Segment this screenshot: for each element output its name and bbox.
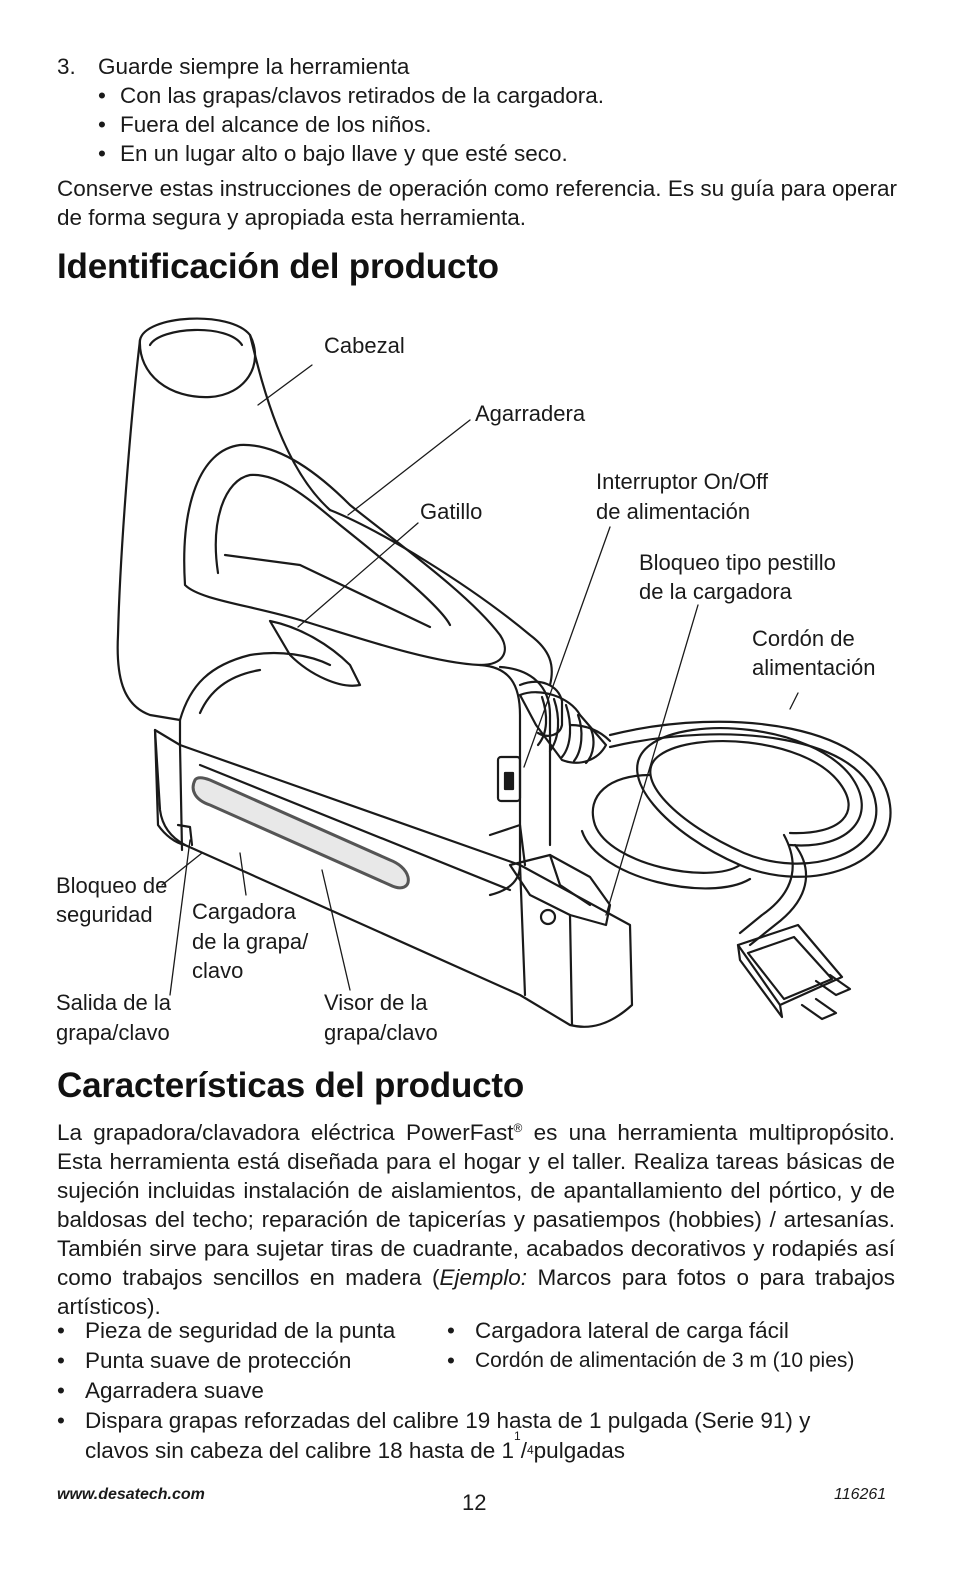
- label-visor-line2: grapa/clavo: [324, 1020, 438, 1045]
- feature-item-end: pulgadas: [533, 1438, 626, 1463]
- storage-item: Con las grapas/clavos retirados de la cargadora.: [120, 83, 605, 108]
- fraction-numerator: 1: [514, 1429, 521, 1443]
- label-visor-line1: Visor de la: [324, 990, 428, 1015]
- label-cargadora-line1: Cargadora: [192, 899, 296, 924]
- label-cargadora-line2: de la grapa/: [192, 929, 309, 954]
- features-heading: Características del producto: [57, 1066, 525, 1105]
- feature-item: Pieza de seguridad de la punta: [85, 1318, 396, 1343]
- storage-list: [57, 52, 897, 168]
- label-interruptor-line2: de alimentación: [596, 499, 751, 524]
- label-interruptor-line1: Interruptor On/Off: [596, 469, 769, 494]
- fraction-denominator: 4: [526, 1443, 534, 1457]
- power-plug: [738, 925, 850, 1019]
- bullet: •: [98, 83, 106, 108]
- document-code: 116261: [834, 1486, 887, 1503]
- bullet: •: [57, 1378, 65, 1403]
- storage-heading: Guarde siempre la herramienta: [98, 54, 410, 79]
- fraction-slash: /: [520, 1438, 527, 1463]
- bullet: •: [57, 1408, 65, 1433]
- label-agarradera: Agarradera: [475, 401, 586, 426]
- page-number: 12: [462, 1490, 487, 1515]
- label-bloqueo-pestillo-line1: Bloqueo tipo pestillo: [639, 550, 836, 575]
- label-gatillo: Gatillo: [420, 499, 483, 524]
- label-cordon-line1: Cordón de: [752, 626, 855, 651]
- label-bloqueo-seguridad-line1: Bloqueo de: [56, 873, 168, 898]
- feature-item: Punta suave de protección: [85, 1348, 352, 1373]
- feature-item: Agarradera suave: [85, 1378, 264, 1403]
- bullet: •: [57, 1348, 65, 1373]
- feature-item: Cordón de alimentación de 3 m (10 pies): [475, 1349, 855, 1372]
- para-part: La grapadora/clavadora eléctrica PowerFast: [57, 1120, 514, 1145]
- label-bloqueo-seguridad-line2: seguridad: [56, 902, 153, 927]
- features-paragraph: [57, 1118, 895, 1321]
- product-diagram: [50, 305, 910, 1065]
- bullet: •: [447, 1318, 455, 1343]
- label-salida-line2: grapa/clavo: [56, 1020, 170, 1045]
- identification-heading: Identificación del producto: [57, 247, 499, 286]
- bullet: •: [57, 1318, 65, 1343]
- power-cord: [570, 722, 891, 945]
- bullet: •: [98, 112, 106, 137]
- bullet: •: [447, 1348, 455, 1373]
- label-cordon-line2: alimentación: [752, 655, 876, 680]
- footer-website: www.desatech.com: [57, 1486, 205, 1503]
- feature-item: Cargadora lateral de carga fácil: [475, 1318, 789, 1343]
- registered-mark: ®: [513, 1121, 523, 1135]
- para-part: Marcos para fotos o para trabajos artísticos).: [57, 1265, 895, 1319]
- bullet: •: [98, 141, 106, 166]
- para-italic: Ejemplo:: [439, 1265, 528, 1290]
- storage-item: En un lugar alto o bajo llave y que esté seco.: [120, 141, 568, 166]
- para-part: es una herramienta multipropósito. Esta herramienta está diseñada para el hogar y el taller. Realiza tareas básicas de sujeción incluidas instalación de aislamientos, de apantallamiento del pórtico, y de baldosas del techo; reparación de tapicerías y pasatiempos (hobbies) / artesanías. También sirve para sujetar tiras de cuadrante, acabados decorativos y rodapiés así como trabajos sencillos en madera (: [57, 1120, 895, 1290]
- storage-number: 3.: [57, 54, 76, 79]
- storage-item: Fuera del alcance de los niños.: [120, 112, 432, 137]
- label-cabezal: Cabezal: [324, 333, 405, 358]
- feature-item: Dispara grapas reforzadas del calibre 19 hasta de 1 pulgada (Serie 91) y: [85, 1408, 811, 1433]
- label-bloqueo-pestillo-line2: de la cargadora: [639, 579, 792, 604]
- feature-item-cont: clavos sin cabeza del calibre 18 hasta de 1: [85, 1438, 515, 1463]
- instructions-note: Conserve estas instrucciones de operación como referencia. Es su guía para operar de forma segura y apropiada esta herramienta.: [57, 176, 897, 230]
- label-salida-line1: Salida de la: [56, 990, 171, 1015]
- label-cargadora-line3: clavo: [192, 958, 244, 983]
